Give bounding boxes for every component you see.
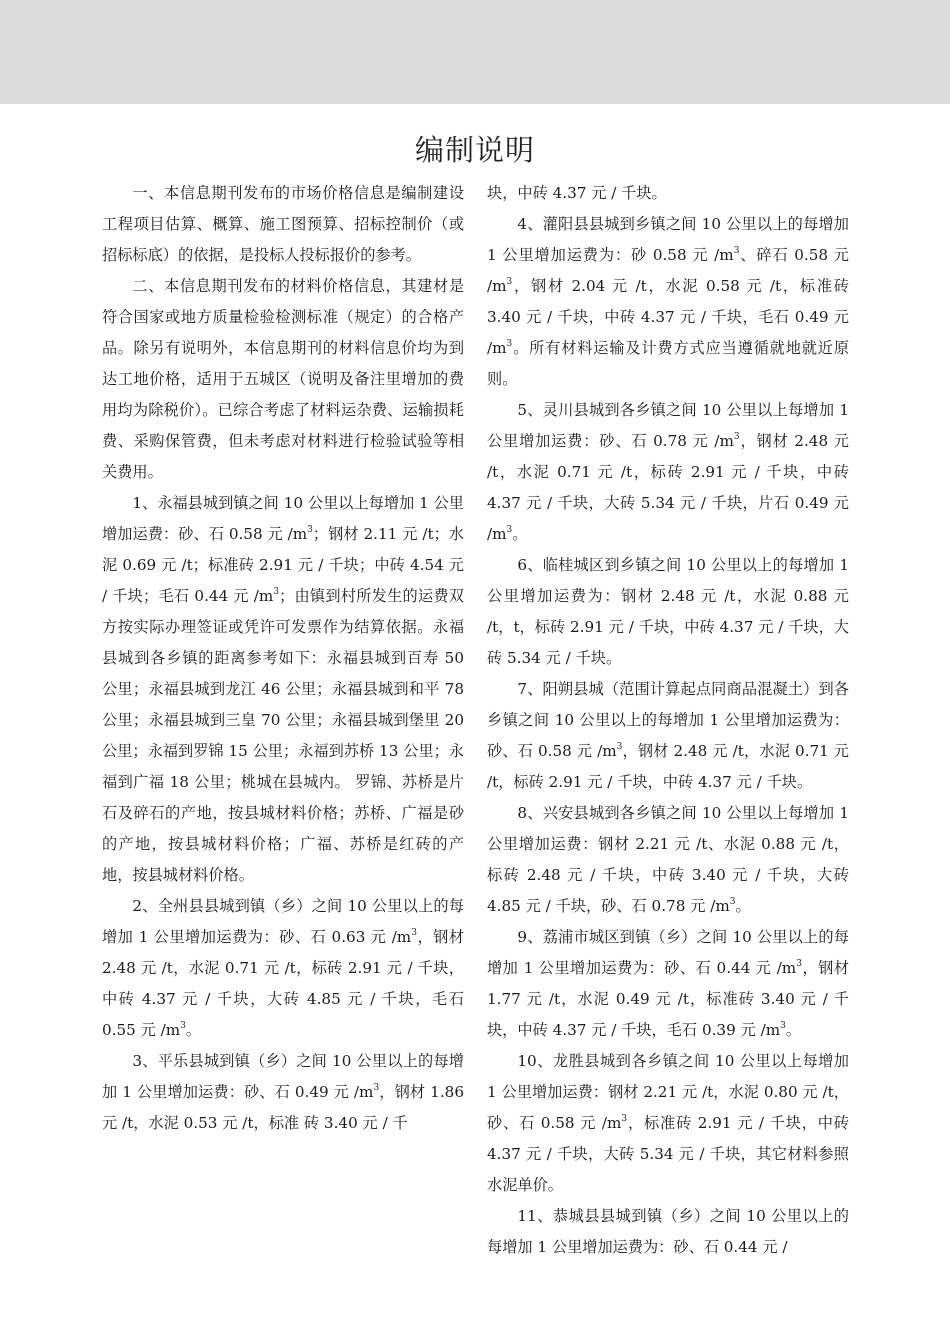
paragraph-intro-1: 一、本信息期刊发布的市场价格信息是编制建设工程项目估算、概算、施工图预算、招标控制价（或招标标底）的依据，是投标人投标报价的参考。 xyxy=(102,184,464,264)
paragraph-intro-2: 二、本信息期刊发布的材料价格信息，其建材是符合国家或地方质量检验检测标准（规定）的合格产品。除另有说明外，本信息期刊的材料信息价均为到达工地价格，适用于五城区（说明及备注里增加的费用均为除税价）。已综合考虑了材料运杂费、运输损耗费、采购保管费，但未考虑对材料进行检验试验等相关费用。 xyxy=(102,277,464,481)
page-title: 编制说明 xyxy=(414,133,535,167)
right-column xyxy=(487,178,849,1263)
paragraph-item-6: 6、临桂城区到乡镇之间 10 公里以上的每增加 1 公里增加运费为：钢材 2.48 元 /t，水泥 0.88 元 /t，t，标砖 2.91 元 / 千块，中砖 4.37 元 / 千块，大砖 5.34 元 / 千块。 xyxy=(487,556,849,667)
paragraph-item-5: 5、灵川县城到各乡镇之间 10 公里以上每增加 1 公里增加运费：砂、石 0.78 元 $/m^3$，钢材 2.48 元 /t，水泥 0.71 元 /t，标砖 2.91 元 / 千块，中砖 4.37 元 / 千块，大砖 5.34 元 / 千块，片石 0.49 元 $/m^3$。 xyxy=(487,401,849,543)
left-column xyxy=(102,178,464,1139)
paragraph-item-4: 4、灌阳县县城到乡镇之间 10 公里以上的每增加 1 公里增加运费为：砂 0.58 元 $/m^3$、碎石 0.58 元 $/m^3$，钢材 2.04 元 /t，水泥 0.58 元 /t，标准砖 3.40 元 / 千块，中砖 4.37 元 / 千块，毛石 0.49 元 $/m^3$。所有材料运输及计费方式应当遵循就地就近原则。 xyxy=(487,215,849,388)
paragraph-item-1: 1、永福县城到镇之间 10 公里以上每增加 1 公里增加运费：砂、石 0.58 元 $/m^3$；钢材 2.11 元 /t；水泥 0.69 元 /t；标准砖 2.91 元 / 千块；中砖 4.54 元 / 千块；毛石 0.44 元 $/m^3$；由镇到村所发生的运费双方按实际办理签证或凭许可发票作为结算依据。永福县城到各乡镇的距离参考如下：永福县城到百寿 50 公里；永福县城到龙江 46 公里；永福县城到和平 78 公里；永福县城到三皇 70 公里；永福县城到堡里 20 公里；永福到罗锦 15 公里；永福到苏桥 13 公里；永福到广福 18 公里；桃城在县城内。 罗锦、苏桥是片石及碎石的产地，按县城材料价格；苏桥、广福是砂的产地，按县城材料价格；广福、苏桥是红砖的产地，按县城材料价格。 xyxy=(102,494,464,884)
paragraph-item-3-continued: 块，中砖 4.37 元 / 千块。 xyxy=(487,184,667,202)
paragraph-item-8: 8、兴安县城到各乡镇之间 10 公里以上每增加 1 公里增加运费：钢材 2.21 元 /t、水泥 0.88 元 /t，标砖 2.48 元 / 千块，中砖 3.40 元 / 千块，大砖 4.85 元 / 千块，砂、石 0.78 元 $/m^3$。 xyxy=(487,804,849,915)
paragraph-item-7: 7、阳朔县城（范围计算起点同商品混凝土）到各乡镇之间 10 公里以上的每增加 1 公里增加运费为：砂、石 0.58 元 $/m^3$，钢材 2.48 元 /t，水泥 0.71 元 /t，标砖 2.91 元 / 千块，中砖 4.37 元 / 千块。 xyxy=(487,680,849,791)
header-band xyxy=(0,0,950,104)
paragraph-item-9: 9、荔浦市城区到镇（乡）之间 10 公里以上的每增加 1 公里增加运费为：砂、石 0.44 元 $/m^3$，钢材 1.77 元 /t，水泥 0.49 元 /t，标准砖 3.40 元 / 千块，中砖 4.37 元 / 千块，毛石 0.39 元 $/m^3$。 xyxy=(487,928,850,1039)
paragraph-item-3: 3、平乐县城到镇（乡）之间 10 公里以上的每增加 1 公里增加运费：砂、石 0.49 元 $/m^3$，钢材 1.86 元 /t，水泥 0.53 元 /t，标准 砖 3.40 元 / 千 xyxy=(102,1052,464,1132)
paragraph-item-2: 2、全州县县城到镇（乡）之间 10 公里以上的每增加 1 公里增加运费为：砂、石 0.63 元 $/m^3$，钢材 2.48 元 /t，水泥 0.71 元 /t，标砖 2.91 元 / 千块，中砖 4.37 元 / 千块，大砖 4.85 元 / 千块，毛石 0.55 元 $/m^3$。 xyxy=(102,897,465,1039)
paragraph-item-11: 11、恭城县县城到镇（乡）之间 10 公里以上的每增加 1 公里增加运费为：砂、石 0.44 元 / xyxy=(487,1207,849,1256)
paragraph-item-10: 10、龙胜县城到各乡镇之间 10 公里以上每增加 1 公里增加运费：钢材 2.21 元 /t，水泥 0.80 元 /t，砂、石 0.58 元 $/m^3$，标准砖 2.91 元 / 千块，中砖 4.37 元 / 千块，大砖 5.34 元 / 千块，其它材料参照水泥单价。 xyxy=(487,1052,849,1194)
